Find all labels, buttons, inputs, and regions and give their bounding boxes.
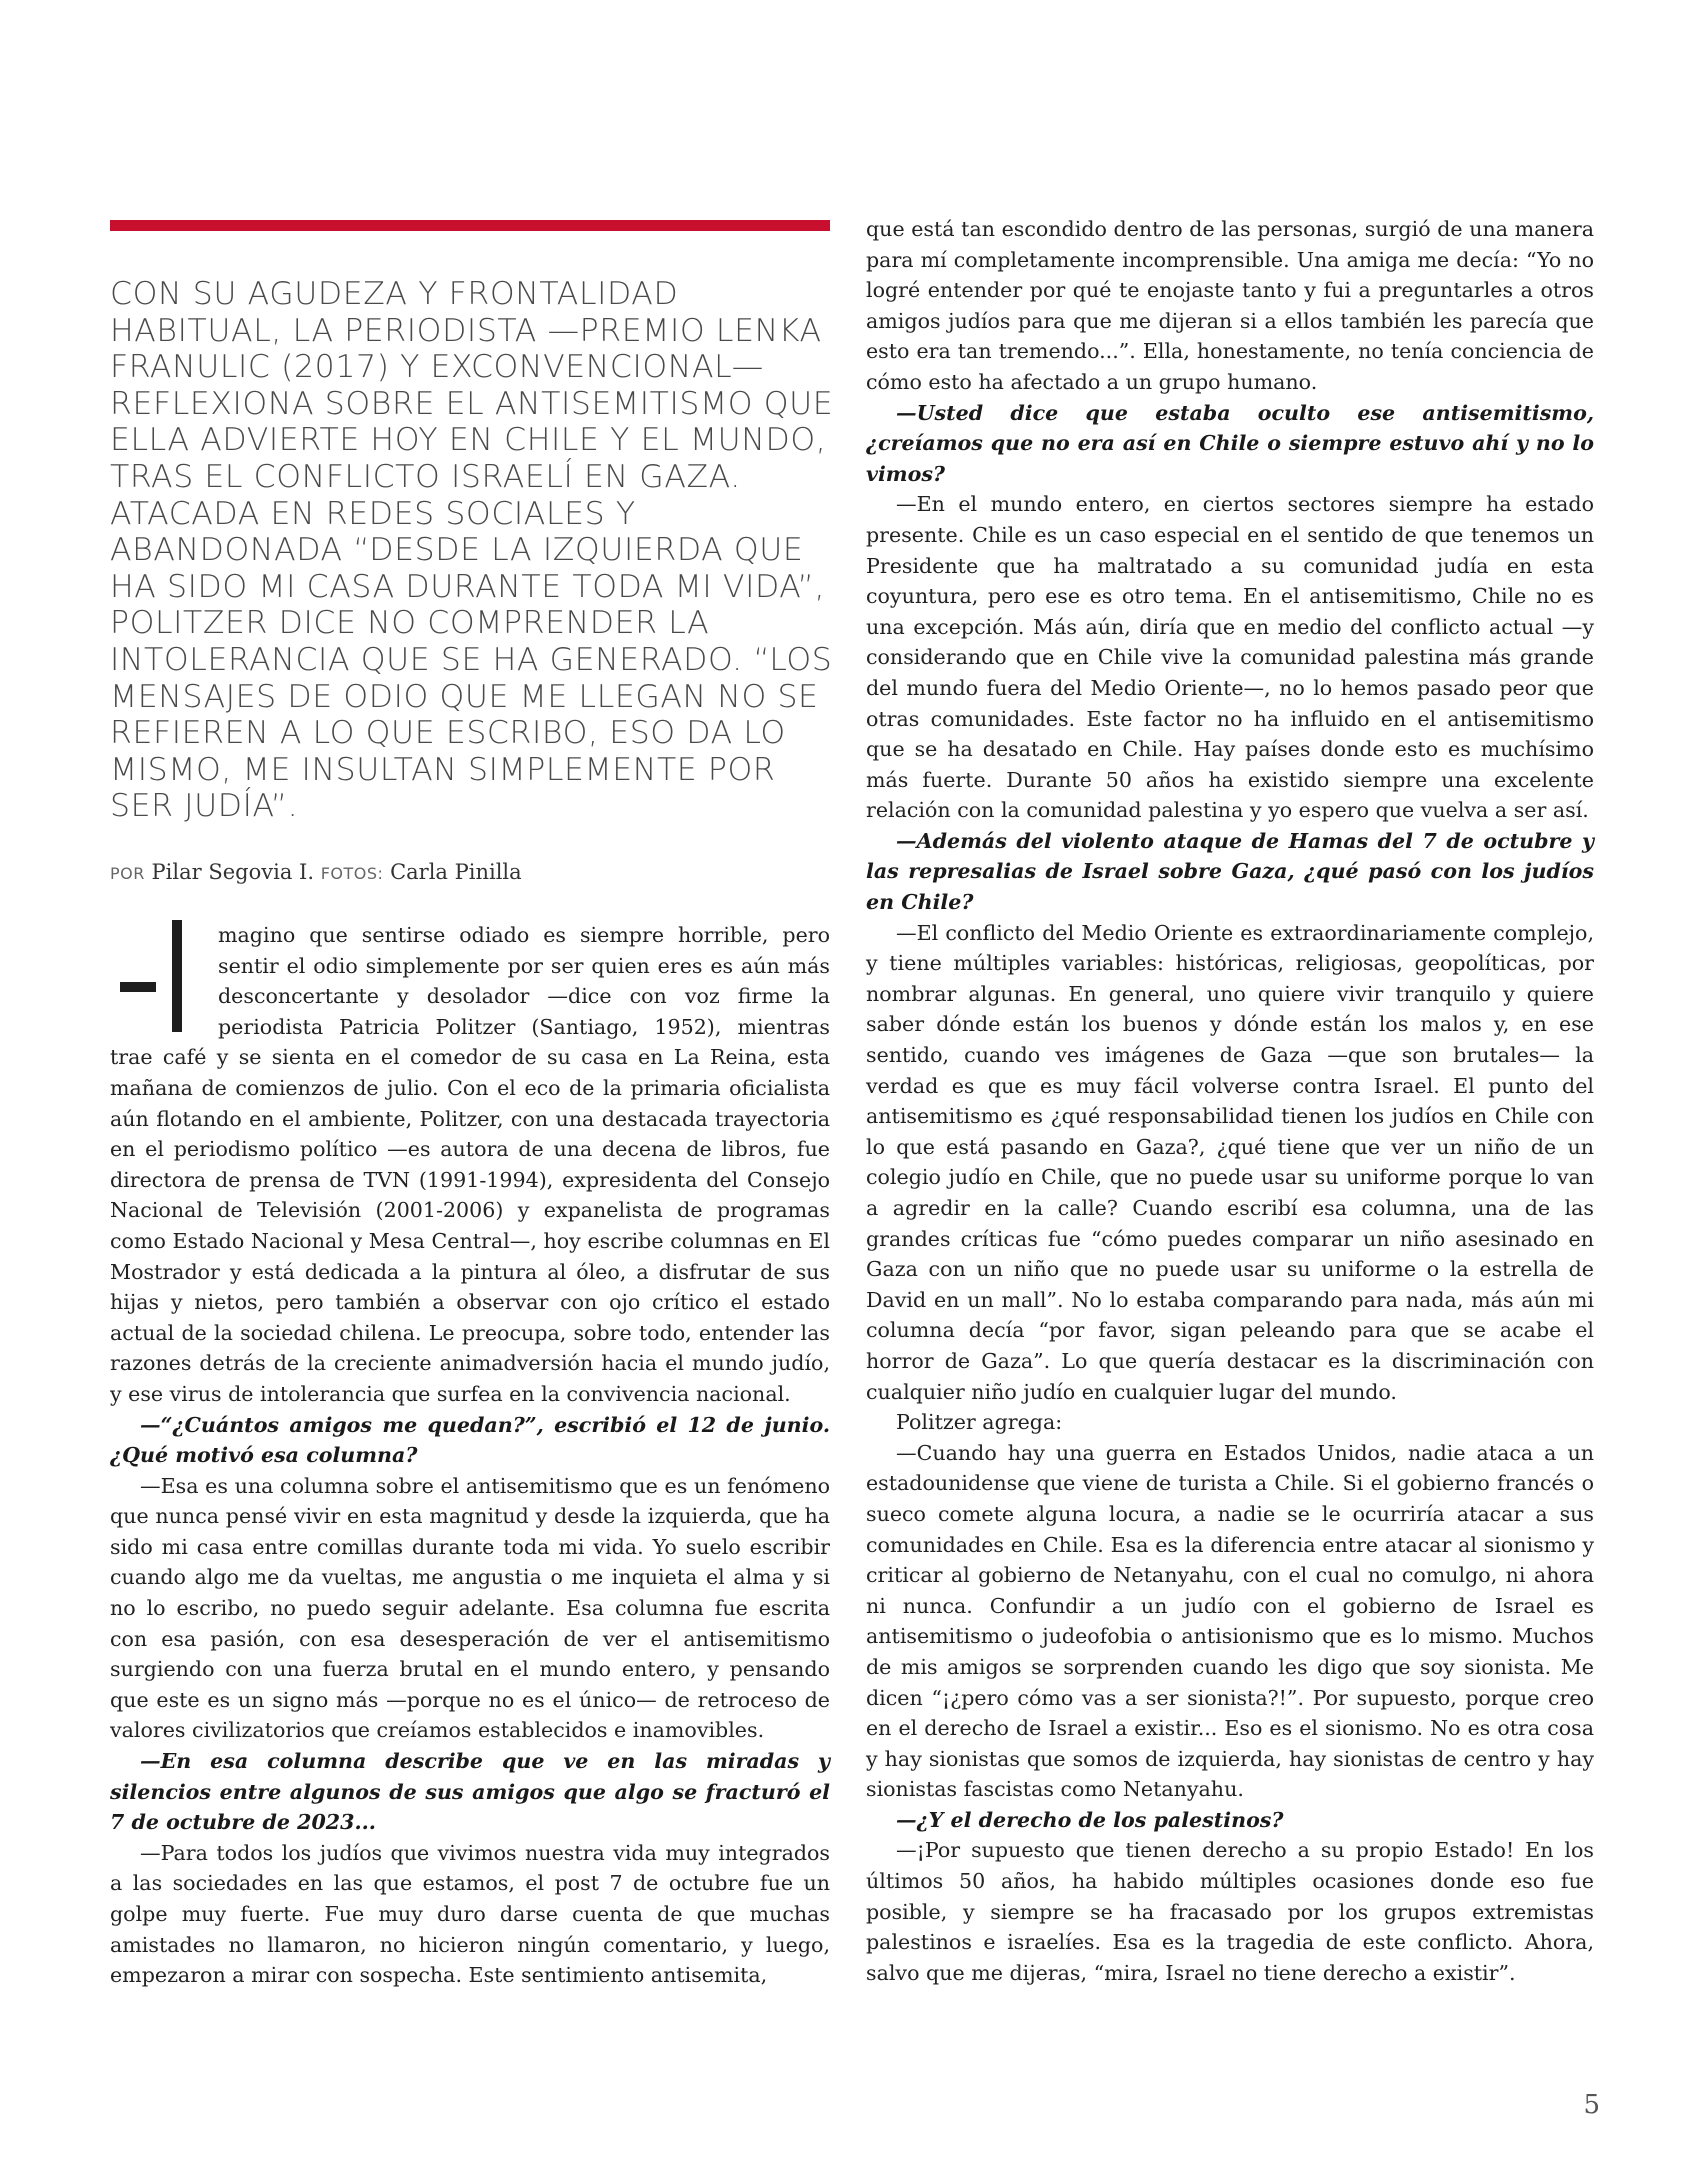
lead-paragraph: CON SU AGUDEZA Y FRONTALIDAD HABITUAL, LA PERIODISTA —PREMIO LENKA FRANULIC (2017) Y EXCONVENCIONAL— REFLEXIONA SOBRE EL ANTISEMITISMO QUE ELLA ADVIERTE HOY EN CHILE Y EL MUNDO, TRAS EL CONFLICTO ISRAELÍ EN GAZA. ATACADA EN REDES SOCIALES Y ABANDONADA “DESDE LA IZQUIERDA QUE HA SIDO MI CASA DURANTE TODA MI VIDA”, POLITZER DICE NO COMPRENDER LA INTOLERANCIA QUE SE HA GENERADO. “LOS MENSAJES DE ODIO QUE ME LLEGAN NO SE REFIEREN A LO QUE ESCRIBO, ESO DA LO MISMO, ME INSULTAN SIMPLEMENTE POR SER JUDÍA”. xyxy=(110,276,834,825)
page-number: 5 xyxy=(1583,2090,1600,2120)
body-paragraph: —Cuando hay una guerra en Estados Unidos, nadie ataca a un estadounidense que viene de turista a Chile. Si el gobierno francés o sueco comete alguna locura, a nadie se le ocurriría atacar a sus comunidades en Chile. Esa es la diferencia entre atacar al sionismo y criticar al gobierno de Netanyahu, con el cual no comulgo, ni ahora ni nunca. Confundir a un judío con el gobierno de Israel es antisemitismo o judeofobia o antisionismo que es lo mismo. Muchos de mis amigos se sorprenden cuando les digo que soy sionista. Me dicen “¡¿pero cómo vas a ser sionista?!”. Por supuesto, porque creo en el derecho de Israel a existir... Eso es el sionismo. No es otra cosa y hay sionistas que somos de izquierda, hay sionistas de centro y hay sionistas fascistas como Netanyahu. xyxy=(866,1440,1594,1802)
accent-rule xyxy=(110,220,830,231)
byline-photographer: Carla Pinilla xyxy=(390,860,522,884)
left-column xyxy=(110,920,830,1991)
dropcap-dash xyxy=(120,982,156,992)
byline-author: Pilar Segovia I. xyxy=(151,860,314,884)
interview-question: —¿Y el derecho de los palestinos? xyxy=(896,1807,1284,1832)
right-column xyxy=(866,214,1594,1988)
interview-question: —Además del violento ataque de Hamas del 7 de octubre y las represalias de Israel sobre Gaza, ¿qué pasó con los judíos en Chile? xyxy=(866,828,1594,915)
interview-question: —“¿Cuántos amigos me quedan?”, escribió el 12 de junio. ¿Qué motivó esa columna? xyxy=(110,1412,830,1468)
interview-question: —Usted dice que estaba oculto ese antisemitismo, ¿creíamos que no era así en Chile o siempre estuvo ahí y no lo vimos? xyxy=(866,400,1594,486)
body-paragraph: que está tan escondido dentro de las personas, surgió de una manera para mí completamente incomprensible. Una amiga me decía: “Yo no logré entender por qué te enojaste tanto y fui a preguntarles a otros amigos judíos para que me dijeran si a ellos también les parecía que esto era tan tremendo...”. Ella, honestamente, no tenía conciencia de cómo esto ha afectado a un grupo humano. xyxy=(866,217,1594,394)
body-paragraph: —¡Por supuesto que tienen derecho a su propio Estado! En los últimos 50 años, ha habido múltiples ocasiones donde eso fue posible, y siempre se ha fracasado por los grupos extremistas palestinos e israelíes. Esa es la tragedia de este conflicto. Ahora, salvo que me dijeras, “mira, Israel no tiene derecho a existir”. xyxy=(866,1838,1594,1985)
body-paragraph: magino que sentirse odiado es siempre horrible, pero sentir el odio simplemente por ser quien eres es aún más desconcertante y desolador —dice con voz firme la periodista Patricia Politzer (Santiago, 1952), mientras trae café y se sienta en el comedor de su casa en La Reina, esta mañana de comienzos de julio. Con el eco de la primaria oficialista aún flotando en el ambiente, Politzer, con una destacada trayectoria en el periodismo político —es autora de una decena de libros, fue directora de prensa de TVN (1991-1994), expresidenta del Consejo Nacional de Televisión (2001-2006) y expanelista de programas como Estado Nacional y Mesa Central—, hoy escribe columnas en El Mostrador y está dedicada a la pintura al óleo, a disfrutar de sus hijas y nietos, pero también a observar con ojo crítico el estado actual de la sociedad chilena. Le preocupa, sobre todo, entender las razones detrás de la creciente animadversión hacia el mundo judío, y ese virus de intolerancia que surfea en la convivencia nacional. xyxy=(110,923,830,1406)
body-paragraph: —En el mundo entero, en ciertos sectores siempre ha estado presente. Chile es un caso especial en el sentido de que tenemos un Presidente que ha maltratado a su comunidad judía en esta coyuntura, pero ese es otro tema. En el antisemitismo, Chile no es una excepción. Más aún, diría que en medio del conflicto actual —y considerando que en Chile vive la comunidad palestina más grande del mundo fuera del Medio Oriente—, no lo hemos pasado peor que otras comunidades. Este factor no ha influido en el antisemitismo que se ha desatado en Chile. Hay países donde esto es muchísimo más fuerte. Durante 50 años ha existido siempre una excelente relación con la comunidad palestina y yo espero que vuelva a ser así. xyxy=(866,492,1594,823)
byline-por-label: POR xyxy=(110,864,145,883)
byline xyxy=(110,858,830,888)
dropcap-letter-i xyxy=(172,920,182,1032)
body-paragraph: —El conflicto del Medio Oriente es extraordinariamente complejo, y tiene múltiples variables: históricas, religiosas, geopolíticas, por nombrar algunas. En general, uno quiere vivir tranquilo y quiere saber dónde están los buenos y dónde están los malos y, en ese sentido, cuando ves imágenes de Gaza —que son brutales— la verdad es que es muy fácil volverse contra Israel. El punto del antisemitismo es ¿qué responsabilidad tienen los judíos en Chile con lo que está pasando en Gaza?, ¿qué tiene que ver un niño de un colegio judío en Chile, que no puede usar su uniforme porque lo van a agredir en la calle? Cuando escribí esa columna, una de las grandes críticas fue “cómo puedes comparar un niño asesinado en Gaza con un niño que no puede usar su uniforme o la estrella de David en un mall”. No lo estaba comparando para nada, más aún mi columna decía “por favor, sigan peleando para que se acabe el horror de Gaza”. Lo que quería destacar es la discriminación con cualquier niño judío en cualquier lugar del mundo. xyxy=(866,920,1594,1404)
byline-fotos-label: FOTOS: xyxy=(320,864,384,883)
dropcap xyxy=(110,920,210,1040)
interview-question: —En esa columna describe que ve en las miradas y silencios entre algunos de sus amigos que algo se fracturó el 7 de octubre de 2023... xyxy=(110,1749,830,1835)
body-paragraph: —Esa es una columna sobre el antisemitismo que es un fenómeno que nunca pensé vivir en esta magnitud y desde la izquierda, que ha sido mi casa entre comillas durante toda mi vida. Yo suelo escribir cuando algo me da vueltas, me angustia o me inquieta el alma y si no lo escribo, no puedo seguir adelante. Esa columna fue escrita con esa pasión, con esa desesperación de ver el antisemitismo surgiendo con una fuerza brutal en el mundo entero, y pensando que este es un signo más —porque no es el único— de retroceso de valores civilizatorios que creíamos establecidos e inamovibles. xyxy=(110,1473,830,1743)
body-paragraph: —Para todos los judíos que vivimos nuestra vida muy integrados a las sociedades en las que estamos, el post 7 de octubre fue un golpe muy fuerte. Fue muy duro darse cuenta de que muchas amistades no llamaron, no hicieron ningún comentario, y luego, empezaron a mirar con sospecha. Este sentimiento antisemita, xyxy=(110,1840,830,1988)
body-paragraph: Politzer agrega: xyxy=(896,1410,1063,1435)
